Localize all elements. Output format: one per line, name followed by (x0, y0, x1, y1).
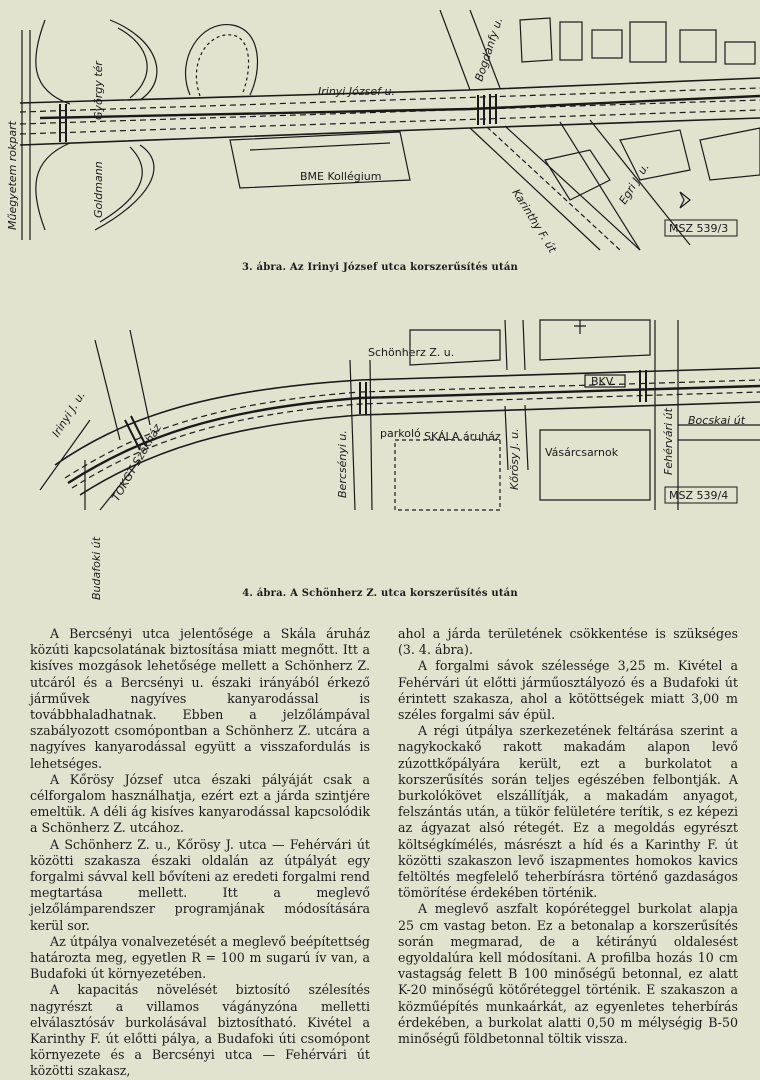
paragraph: Az útpálya vonalvezetését a meglevő beépítettség határozta meg, egyetlen R = 100 m sugarú ív van, a Budafoki út környezetében. (30, 933, 370, 982)
label-parkolo: parkoló (380, 427, 421, 440)
paragraph: A kapacitás növelését biztosító szélesítés nagyrészt a villamos vágányzóna melletti elválasztósáv burkolásával biztosítható. Kivétel a Karinthy F. út előtti pálya, a Budafoki úti csomópont környezete és a Bercsényi utca — Fehérvári út közötti szakasz, (30, 982, 370, 1079)
label-fehervari: Fehérvári út (662, 408, 675, 475)
figure-3-map (0, 0, 760, 256)
paragraph: A meglevő aszfalt kopóréteggel burkolat alapja 25 cm vastag beton. Ez a betonalap a korszerűsítés során megmarad, de a kétirányú oldalesést egyoldalúra kell módosítani. A profilba hozás 10 cm vastagság felett B 100 minőségű betonnal, ez alatt K-20 minőségű kötőréteggel történik. E szakaszon a közműépítés munkaárkát, az egyenletes teherbírás érdekében, a burkolat alatti 0,50 m mélységig B-50 minőségű földbetonnal töltik vissza. (398, 901, 738, 1047)
label-bocskai: Bocskai út (688, 414, 746, 427)
paragraph: ahol a járda területének csökkentése is szükséges (3. 4. ábra). (398, 626, 738, 658)
left-text-column (30, 626, 370, 1080)
label-irinyi-4: Irinyi J. u. (49, 388, 88, 440)
label-bogdanfy: Bogdánfy u. (472, 15, 506, 83)
label-bercsenyi: Bercsényi u. (336, 430, 349, 498)
paragraph: A Bercsényi utca jelentősége a Skála áruház közúti kapcsolatának biztosítása miatt megnőtt. Itt a kisíves mozgások lehetősége mellett a Schönherz Z. utcáról és a Bercsényi u. északi irányából érkező járművek nagyíves kanyarodással is továbbhaladhatnak. Ebben a jelzőlámpával szabályozott csomópontban a Schönherz Z. utcára a nagyíves kanyarodással együtt a visszafordulás is lehetséges. (30, 626, 370, 771)
label-skala: SKÁLA áruház (424, 430, 501, 443)
figure-code: MSZ 539/3 (669, 222, 729, 235)
label-tokgt: TOKGT Székház (109, 421, 164, 504)
label-gyorgy-ter: György tér (92, 61, 105, 120)
paragraph: A Schönherz Z. u., Kőrösy J. utca — Fehérvári út közötti szakasza északi oldalán az útpályát egy forgalmi sávval kell bővíteni az eredeti forgalmi rend megtartása mellett. Itt a meglevő jelzőlámparendszer programjának módosítására kerül sor. (30, 836, 370, 933)
label-irinyi: Irinyi József u. (318, 85, 395, 98)
right-text-column (398, 626, 738, 1047)
label-korosy: Kőrösy J. u. (508, 428, 521, 490)
label-schonherz: Schönherz Z. u. (368, 346, 455, 359)
paragraph: A régi útpálya szerkezetének feltárása szerint a nagykockakő rakott makadám alapon levő zúzottkőpályára került, ezt a burkolatot a korszerűsítés során teljes egészében felbontják. A burkolókövet elszállítják, a makadám anyagot, felszántás után, a tükör felületére terítik, s ez képezi az ágyazat alsó rétegét. Ez a megoldás egyrészt költségkímélés, másrészt a híd és a Karinthy F. út közötti szakaszon levő iszapmentes homokos kavics feltöltés megfelelő teherbírásra történő gazdaságos tömörítése érdekében történik. (398, 723, 738, 901)
label-karinthy: Karinthy F. út (509, 186, 559, 256)
label-muegyetem-rakpart: Műegyetem rokpart (6, 121, 19, 230)
label-goldmann: Goldmann (92, 161, 105, 218)
figure-3-caption: 3. ábra. Az Irinyi József utca korszerűsítés után (242, 262, 518, 273)
label-budafoki: Budafoki út (90, 536, 103, 600)
paragraph: A forgalmi sávok szélessége 3,25 m. Kivétel a Fehérvári út előtti járműosztályozó és a Budafoki út érintett szakasza, ahol a kötöttségek miatt 3,00 m széles forgalmi sáv épül. (398, 658, 738, 723)
label-egri: Egri J. u. (616, 160, 652, 207)
figure-code-4: MSZ 539/4 (669, 489, 729, 502)
figure-4-caption: 4. ábra. A Schönherz Z. utca korszerűsítés után (242, 588, 518, 599)
label-bme-kollegium: BME Kollégium (300, 170, 382, 183)
irinyi-street-plan (0, 0, 760, 256)
label-vasarcsarnok: Vásárcsarnok (545, 446, 619, 459)
paragraph: A Kőrösy József utca északi pályáját csak a célforgalom használhatja, ezért ezt a járda szintjére emeltük. A déli ág kisíves kanyarodással kapcsolódik a Schönherz Z. utcához. (30, 771, 370, 836)
label-bkv: BKV (591, 375, 614, 388)
